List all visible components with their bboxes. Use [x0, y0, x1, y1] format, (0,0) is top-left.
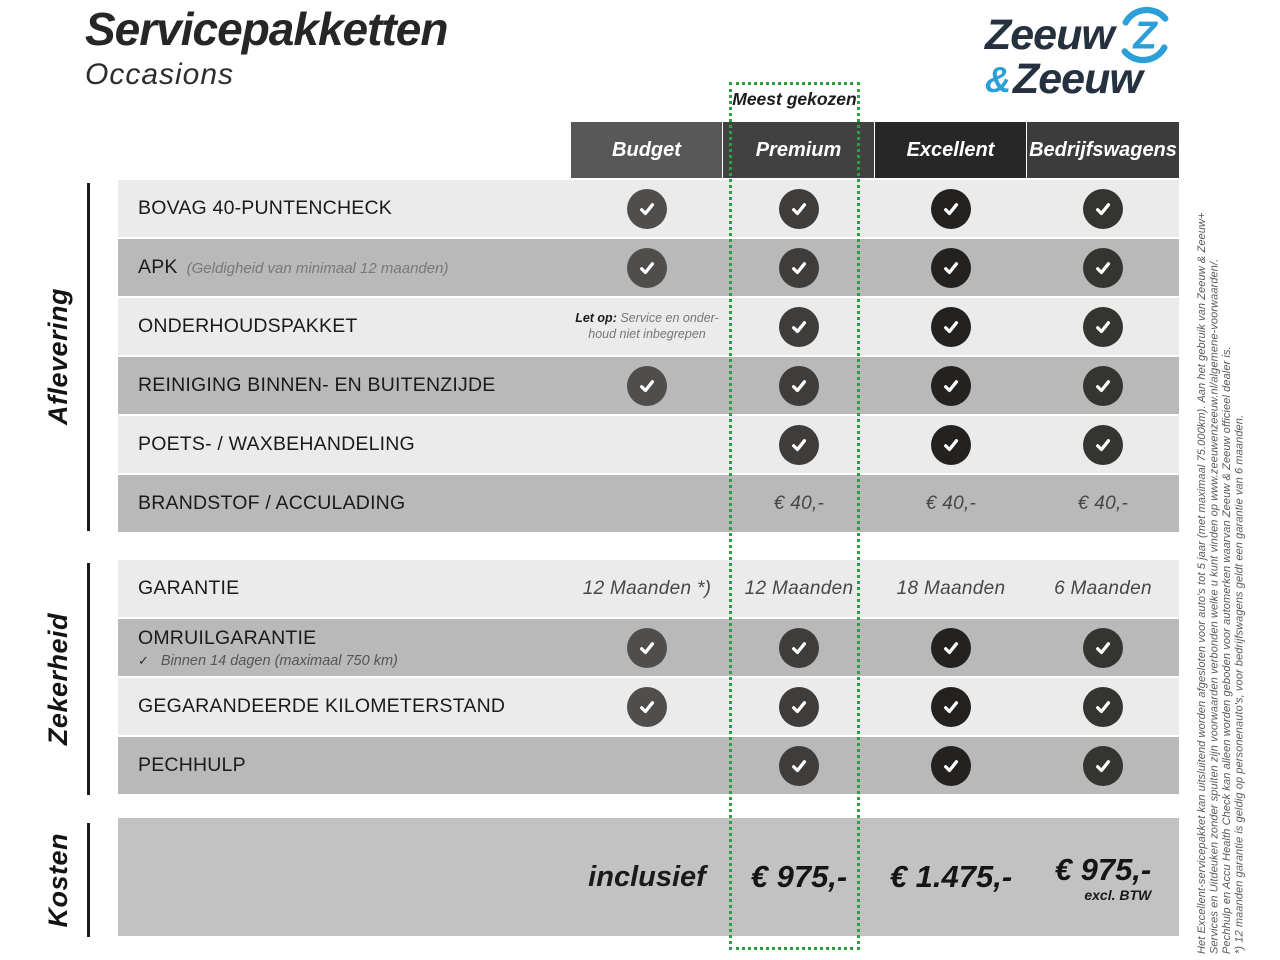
cell-excellent: [875, 298, 1027, 355]
logo-line-2: [985, 55, 1174, 103]
cell-premium: [723, 859, 875, 895]
check-icon: [931, 425, 971, 465]
check-icon: [931, 189, 971, 229]
section-rail-zekerheid: [30, 563, 86, 795]
cell-value: 6 Maanden: [1054, 577, 1152, 599]
cell-excellent: [875, 180, 1027, 237]
check-icon: [1083, 189, 1123, 229]
section-line-aflevering: [87, 183, 90, 531]
cell-budget: [571, 560, 723, 617]
section-rail-aflevering: [30, 183, 86, 531]
check-icon: [1083, 248, 1123, 288]
cell-premium: [723, 239, 875, 296]
page-subtitle: Occasions: [85, 57, 235, 91]
check-icon: [931, 307, 971, 347]
check-icon: [627, 687, 667, 727]
row-label: [118, 737, 571, 794]
check-icon: [1083, 628, 1123, 668]
legal-disclaimer: [1196, 92, 1246, 954]
price-budget: inclusief: [588, 860, 706, 893]
table-sections: [118, 180, 1179, 794]
cell-budget: [571, 298, 723, 355]
service-packages-table: [118, 122, 1179, 936]
cell-excellent: [875, 619, 1027, 676]
legal-line: Services en Uitdeuken zonder spuiten zijn voorwaarden verbonden welke u kunt vinden op www.zeeuwenzeeuw.nl/algemene-voorwaarden/.: [1208, 258, 1221, 954]
check-icon: [627, 248, 667, 288]
cell-value: 18 Maanden: [896, 577, 1006, 599]
cell-excellent: [875, 357, 1027, 414]
row-sub-note-text: Binnen 14 dagen (maximaal 750 km): [160, 652, 398, 669]
section-label-kosten: Kosten: [42, 832, 73, 928]
cell-bedrijfswagens: [1027, 180, 1179, 237]
check-icon: [627, 366, 667, 406]
cell-excellent: [875, 416, 1027, 473]
cell-budget: [571, 678, 723, 735]
price-excellent: € 1.475,-: [889, 859, 1013, 894]
row-sub-note: [138, 653, 571, 669]
check-icon: [931, 746, 971, 786]
section-line-zekerheid: [87, 563, 90, 795]
row-label-text: OMRUILGARANTIE: [138, 626, 317, 649]
check-icon: [779, 248, 819, 288]
row-pechhulp: [118, 737, 1179, 794]
check-icon: [1083, 307, 1123, 347]
check-icon: [779, 307, 819, 347]
cell-budget: [571, 239, 723, 296]
cell-value: € 40,-: [1077, 492, 1129, 514]
cell-premium: [723, 416, 875, 473]
cell-value: € 40,-: [925, 492, 977, 514]
cell-warning-note: Let op: Service en onder- houd niet inbegrepen: [575, 310, 719, 341]
svg-text:Z: Z: [1133, 14, 1157, 58]
section-label-zekerheid: Zekerheid: [42, 612, 73, 746]
row-label: [118, 180, 571, 237]
check-icon: [779, 189, 819, 229]
row-label: [118, 239, 571, 296]
cell-bedrijfswagens: [1027, 619, 1179, 676]
legal-line: Het Excellent-servicepakket kan uitsluitend worden afgesloten voor auto's tot 5 jaar (met maximaal 75.000km). Aan het gebruik van Zeeuw & Zeeuw+: [1196, 212, 1208, 954]
cell-excellent: [875, 859, 1027, 895]
cell-budget: [571, 416, 723, 473]
column-header-budget: [571, 122, 723, 178]
cell-excellent: [875, 560, 1027, 617]
column-header-excellent: [875, 122, 1027, 178]
row-label: [118, 357, 571, 414]
kosten-row: [118, 818, 1179, 936]
legal-line: *) 12 maanden garantie is geldig op personenauto's, voor bedrijfswagens geldt een garantie van 6 maanden.: [1233, 414, 1246, 954]
logo-ampersand: &: [985, 58, 1011, 100]
row-label-text: APK: [138, 256, 178, 278]
price-bedrijfswagens-block: [1055, 852, 1152, 903]
section-aflevering: [118, 180, 1179, 532]
row-label-text: BRANDSTOF / ACCULADING: [138, 492, 406, 514]
small-check-icon: ✓: [138, 653, 149, 669]
cell-value: 12 Maanden: [744, 577, 854, 599]
check-icon: [1083, 687, 1123, 727]
cell-bedrijfswagens: [1027, 239, 1179, 296]
check-icon: [1083, 425, 1123, 465]
cell-budget: [571, 619, 723, 676]
check-icon: [931, 248, 971, 288]
row-label: [118, 619, 571, 676]
check-icon: [779, 746, 819, 786]
check-icon: [931, 366, 971, 406]
cell-excellent: [875, 475, 1027, 532]
logo-text-bottom: Zeeuw: [1013, 55, 1142, 103]
price-bedrijfswagens-note: excl. BTW: [1084, 886, 1152, 903]
check-icon: [779, 628, 819, 668]
page-title: Servicepakketten: [85, 3, 448, 55]
most-chosen-label: Meest gekozen: [732, 89, 857, 109]
cell-value: € 40,-: [773, 492, 825, 514]
cell-premium: [723, 475, 875, 532]
title-block: [85, 4, 447, 92]
row-label: [118, 475, 571, 532]
row-label-text: ONDERHOUDSPAKKET: [138, 315, 358, 337]
cell-bedrijfswagens: [1027, 475, 1179, 532]
row-label-text: BOVAG 40-PUNTENCHECK: [138, 197, 392, 219]
logo-text-top: Zeeuw: [985, 10, 1114, 59]
price-premium: € 975,-: [750, 859, 848, 894]
zeeuw-zeeuw-logo: [985, 6, 1174, 101]
cell-budget: [571, 737, 723, 794]
row-omruilgarantie: [118, 619, 1179, 676]
column-header-row: [571, 122, 1179, 178]
cell-value: 12 Maanden *): [582, 577, 712, 599]
row-label: [118, 298, 571, 355]
section-zekerheid: [118, 560, 1179, 794]
row-label-text: GARANTIE: [138, 577, 240, 599]
cell-excellent: [875, 678, 1027, 735]
check-icon: [931, 628, 971, 668]
row-bovag-40-puntencheck: [118, 180, 1179, 237]
cell-budget: [571, 180, 723, 237]
cell-premium: [723, 678, 875, 735]
cell-budget: [571, 475, 723, 532]
row-apk: [118, 239, 1179, 296]
column-header-label: Bedrijfswagens: [1029, 138, 1177, 161]
cell-bedrijfswagens: [1027, 560, 1179, 617]
check-icon: [779, 687, 819, 727]
cell-bedrijfswagens: [1027, 416, 1179, 473]
row-label-text: POETS- / WAXBEHANDELING: [138, 433, 415, 455]
row-label-text: REINIGING BINNEN- EN BUITENZIJDE: [138, 374, 496, 396]
cell-bedrijfswagens: [1027, 737, 1179, 794]
cell-premium: [723, 619, 875, 676]
cell-bedrijfswagens: [1027, 298, 1179, 355]
check-icon: [1083, 366, 1123, 406]
check-icon: [779, 425, 819, 465]
row-reiniging-binnen-en-buitenzijde: [118, 357, 1179, 414]
row-poets-waxbehandeling: [118, 416, 1179, 473]
check-icon: [1083, 746, 1123, 786]
column-header-bedrijfswagens: [1027, 122, 1179, 178]
row-label-note: (Geldigheid van minimaal 12 maanden): [186, 260, 449, 277]
row-onderhoudspakket: [118, 298, 1179, 355]
column-header-label: Excellent: [906, 138, 995, 161]
row-garantie: [118, 560, 1179, 617]
cell-excellent: [875, 239, 1027, 296]
section-rail-kosten: [30, 823, 86, 937]
cell-premium: [723, 560, 875, 617]
price-bedrijfswagens: € 975,-: [1054, 851, 1152, 887]
row-brandstof-acculading: [118, 475, 1179, 532]
cell-budget: [571, 357, 723, 414]
row-label: [118, 678, 571, 735]
check-icon: [627, 189, 667, 229]
cell-budget: [571, 861, 723, 894]
check-icon: [931, 687, 971, 727]
row-label-text: PECHHULP: [138, 754, 246, 776]
cell-bedrijfswagens: [1027, 852, 1179, 903]
row-gegarandeerde-kilometerstand: [118, 678, 1179, 735]
cell-premium: [723, 298, 875, 355]
cell-excellent: [875, 737, 1027, 794]
check-icon: [779, 366, 819, 406]
column-header-label: Budget: [612, 138, 681, 161]
cell-bedrijfswagens: [1027, 357, 1179, 414]
column-header-premium: [723, 122, 875, 178]
row-label: [118, 416, 571, 473]
section-line-kosten: [87, 823, 90, 937]
row-label-text: GEGARANDEERDE KILOMETERSTAND: [138, 695, 506, 717]
cell-premium: [723, 357, 875, 414]
check-icon: [627, 628, 667, 668]
section-label-aflevering: Aflevering: [42, 288, 73, 426]
cell-bedrijfswagens: [1027, 678, 1179, 735]
legal-line: Pechhulp en Accu Health Check kan alleen worden geboden voor automerken waarvan Zeeuw & Zeeuw officieel dealer is.: [1221, 346, 1233, 954]
column-header-label: Premium: [755, 138, 842, 161]
row-label: [118, 560, 571, 617]
cell-premium: [723, 180, 875, 237]
cell-premium: [723, 737, 875, 794]
